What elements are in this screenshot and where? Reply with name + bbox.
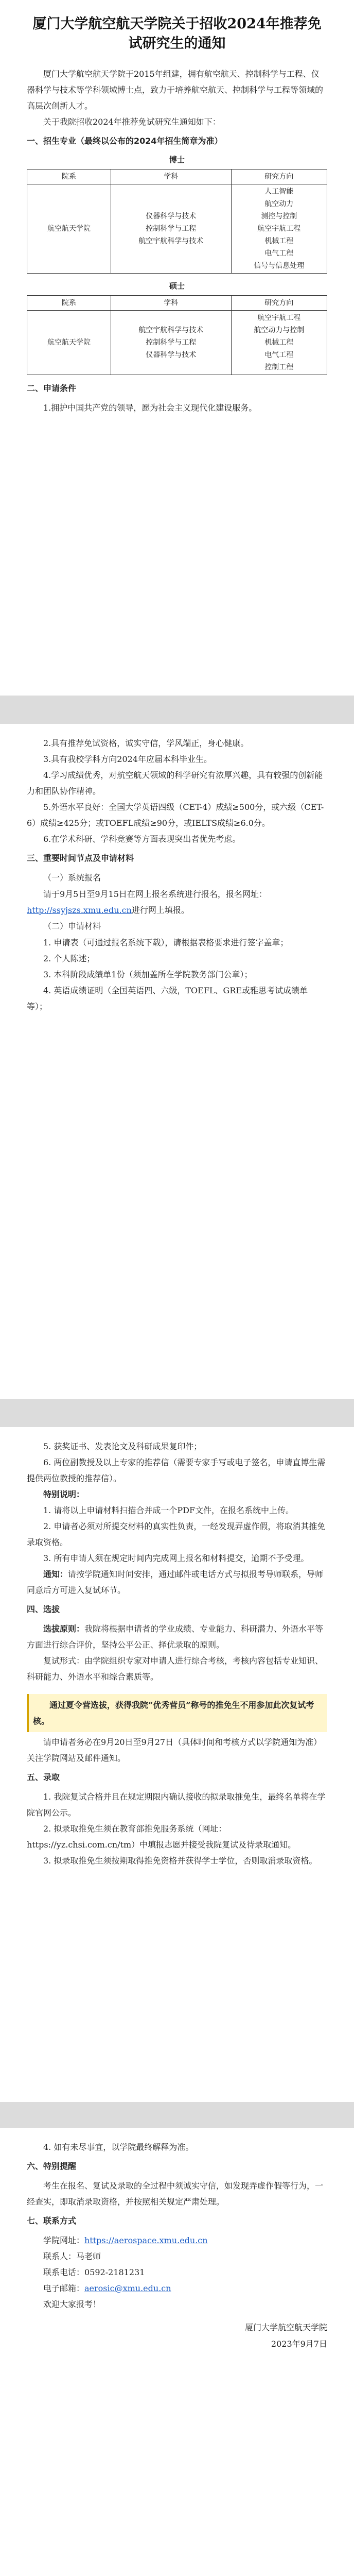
signature-date: 2023年9月7日 xyxy=(271,2339,327,2349)
phd-dept-cell: 航空航天学院 xyxy=(27,184,111,274)
contact-person xyxy=(27,2248,327,2264)
master-program-table xyxy=(27,295,327,375)
requirement-item: 6.在学术科研、学科竞赛等方面表现突出者优先考虑。 xyxy=(43,834,241,844)
document-page-3 xyxy=(0,1427,354,2102)
phd-header-discipline: 学科 xyxy=(111,170,231,184)
material-item: 1. 申请表（可通过报名系统下载），请根据表格要求进行签字盖章； xyxy=(43,938,289,947)
website-label: 学院网址： xyxy=(43,2235,85,2245)
intro-paragraph-2: 关于我院招收2024年推荐免试研究生通知如下： xyxy=(43,117,221,127)
document-page-1 xyxy=(0,0,354,696)
document-page-4 xyxy=(0,2128,354,2576)
selection-principle-label: 选拔原则： xyxy=(43,1624,85,1634)
registration-link[interactable]: http://ssyjszs.xmu.edu.cn xyxy=(27,905,132,915)
section-1-heading: 一、招生专业（最终以公布的2024年招生简章为准） xyxy=(27,136,223,146)
phd-discipline: 仪器科学与技术 xyxy=(146,212,197,221)
phone-label: 联系电话： xyxy=(43,2267,85,2277)
phd-header-dept: 院系 xyxy=(27,170,111,184)
master-dept-cell: 航空航天学院 xyxy=(27,311,111,375)
master-table-caption: 硕士 xyxy=(169,281,185,291)
selection-schedule: 请申请者务必在9月20日至9月27日（具体时间和考核方式以学院通知为准）关注学院网站及邮件通知。 xyxy=(27,1737,322,1763)
phd-discipline: 航空宇航科学与技术 xyxy=(138,237,204,245)
section-2-heading: 二、申请条件 xyxy=(27,383,77,393)
requirement-item: 1.拥护中国共产党的领导，愿为社会主义现代化建设服务。 xyxy=(43,403,257,413)
admission-item: 4. 如有未尽事宜，以学院最终解释为准。 xyxy=(43,2142,194,2152)
master-direction: 航空动力与控制 xyxy=(254,326,305,334)
subsection-materials: （二）申请材料 xyxy=(43,921,101,931)
intro-paragraph-1: 厦门大学航空航天学院于2015年组建，拥有航空航天、控制科学与工程、仪器科学与技术等学科领域博士点，致力于培养航空航天、控制科学与工程等领域的高层次创新人才。 xyxy=(27,69,324,111)
admission-item: 1. 我院复试合格并且在规定期限内确认接收的拟录取推免生，最终名单将在学院官网公示。 xyxy=(27,1792,326,1818)
master-header-discipline: 学科 xyxy=(111,296,231,311)
selection-format: 复试形式：由学院组织专家对申请人进行综合考核，考核内容包括专业知识、科研能力、外语水平和综合素质等。 xyxy=(27,1656,324,1682)
admission-item: 2. 拟录取推免生须在教育部推免服务系统（网址：https://yz.chsi.com.cn/tm）中填报志愿并接受我院复试及待录取通知。 xyxy=(27,1824,296,1850)
notice-text: 请按学院通知时间安排，通过邮件或电话方式与拟报考导师联系，导师同意后方可进入复试环节。 xyxy=(27,1569,324,1595)
admission-item: 3. 拟录取推免生须按期取得推免资格并获得学士学位，否则取消录取资格。 xyxy=(43,1856,317,1866)
notice-label: 通知： xyxy=(43,1569,68,1579)
reminder-text: 考生在报名、复试及录取的全过程中须诚实守信，如发现弄虚作假等行为，一经查实，即取消录取资格，并按照相关规定严肃处理。 xyxy=(27,2181,324,2207)
note-item: 2. 申请者必须对所提交材料的真实性负责，一经发现弄虚作假，将取消其推免录取资格。 xyxy=(27,1521,326,1547)
registration-text: 请于9月5日至9月15日在网上报名系统进行报名，报名网址： xyxy=(43,889,267,899)
email-link[interactable]: aerosic@xmu.edu.cn xyxy=(84,2283,171,2293)
master-header-direction: 研究方向 xyxy=(231,296,327,311)
master-direction: 控制工程 xyxy=(264,363,294,371)
phd-table-caption: 博士 xyxy=(169,155,185,164)
section-6-heading: 六、特别提醒 xyxy=(27,2161,77,2171)
email-label: 电子邮箱： xyxy=(43,2283,85,2293)
phd-direction: 电气工程 xyxy=(264,249,294,258)
phd-direction: 航空动力 xyxy=(264,200,294,208)
phd-direction: 航空宇航工程 xyxy=(257,225,301,233)
section-5-heading: 五、录取 xyxy=(27,1772,60,1782)
contact-email xyxy=(27,2280,327,2296)
master-discipline: 控制科学与工程 xyxy=(146,338,197,347)
material-item: 6. 两位副教授及以上专家的推荐信（需要专家手写或电子签名，申请直博生需提供两位教授的推荐信）。 xyxy=(27,1458,326,1483)
phd-direction-cell xyxy=(231,184,327,274)
registration-text-after: 进行网上填报。 xyxy=(131,905,189,915)
material-item: 3. 本科阶段成绩单1份（须加盖所在学院教务部门公章）； xyxy=(43,970,253,979)
document-title: 厦门大学航空航天学院关于招收2024年推荐免试研究生的通知 xyxy=(32,16,322,52)
phd-discipline-cell xyxy=(111,184,231,274)
notice-paragraph xyxy=(27,1566,327,1598)
phd-discipline: 控制科学与工程 xyxy=(146,225,197,233)
closing-text: 欢迎大家报考！ xyxy=(43,2299,101,2309)
requirement-item: 4.学习成绩优秀，对航空航天领域的科学研究有浓厚兴趣，具有较强的创新能力和团队协作精神。 xyxy=(27,770,323,796)
material-item: 2. 个人陈述； xyxy=(43,954,95,963)
selection-principle xyxy=(27,1621,327,1653)
signature-org: 厦门大学航空航天学院 xyxy=(244,2323,327,2332)
section-4-heading: 四、选拔 xyxy=(27,1604,60,1614)
note-item: 1. 请将以上申请材料扫描合并成一个PDF文件，在报名系统中上传。 xyxy=(43,1505,294,1515)
material-item: 5. 获奖证书、发表论文及科研成果复印件； xyxy=(43,1442,202,1451)
requirement-item: 2.具有推荐免试资格，诚实守信，学风端正，身心健康。 xyxy=(43,738,249,748)
master-header-dept: 院系 xyxy=(27,296,111,311)
phd-direction: 人工智能 xyxy=(264,188,294,196)
note-item: 3. 所有申请人须在规定时间内完成网上报名和材料提交，逾期不予受理。 xyxy=(43,1553,309,1563)
master-direction: 机械工程 xyxy=(264,338,294,347)
phd-program-table xyxy=(27,169,327,274)
master-direction-cell xyxy=(231,311,327,375)
section-7-heading: 七、联系方式 xyxy=(27,2216,77,2226)
master-discipline-cell xyxy=(111,311,231,375)
contact-website xyxy=(27,2232,327,2248)
phd-direction: 测控与控制 xyxy=(261,212,297,221)
phone-number: 0592-2181231 xyxy=(84,2267,145,2277)
phd-header-direction: 研究方向 xyxy=(231,170,327,184)
selection-principle-text: 我院将根据申请者的学业成绩、专业能力、科研潜力、外语水平等方面进行综合评价，坚持公平公正、择优录取的原则。 xyxy=(27,1624,324,1650)
phd-direction: 机械工程 xyxy=(264,237,294,245)
notes-title: 特别说明： xyxy=(43,1489,85,1499)
master-discipline: 航空宇航科学与技术 xyxy=(138,326,204,334)
requirement-item: 5.外语水平良好：全国大学英语四级（CET-4）成绩≥500分，或六级（CET-6）成绩≥425分；或TOEFL成绩≥90分，或IELTS成绩≥6.0分。 xyxy=(27,802,324,828)
phd-direction: 信号与信息处理 xyxy=(254,262,305,270)
summer-camp-highlight: 通过夏令营选拔，获得我院“优秀营员”称号的推免生不用参加此次复试考核。 xyxy=(27,1694,327,1732)
contact-label: 联系人： xyxy=(43,2251,77,2261)
master-direction: 电气工程 xyxy=(264,351,294,359)
requirement-item: 3.具有我校学科方向2024年应届本科毕业生。 xyxy=(43,754,212,764)
registration-paragraph xyxy=(27,886,327,918)
material-item: 4. 英语成绩证明（全国英语四、六级，TOEFL、GRE或雅思考试成绩单等）； xyxy=(27,986,308,1011)
contact-name: 马老师 xyxy=(76,2251,101,2261)
contact-phone xyxy=(27,2264,327,2280)
master-direction: 航空宇航工程 xyxy=(257,314,301,322)
website-link[interactable]: https://aerospace.xmu.edu.cn xyxy=(84,2235,208,2245)
master-discipline: 仪器科学与技术 xyxy=(146,351,197,359)
document-page-2 xyxy=(0,724,354,1399)
section-3-heading: 三、重要时间节点及申请材料 xyxy=(27,853,134,863)
subsection-registration: （一）系统报名 xyxy=(43,873,101,883)
